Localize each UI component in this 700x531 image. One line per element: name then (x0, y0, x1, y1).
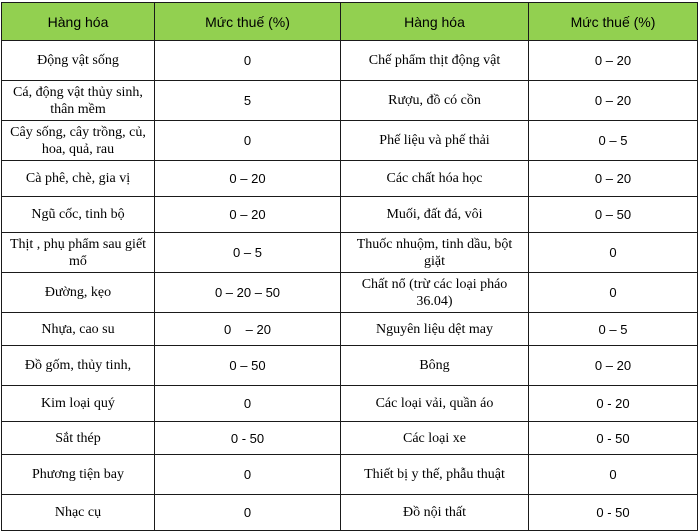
rate-cell: 0 – 20 (155, 313, 341, 346)
rate-cell: 5 (155, 81, 341, 121)
goods-cell: Đồ gốm, thủy tinh, (2, 346, 155, 386)
rate-cell: 0 – 50 (529, 197, 698, 233)
goods-cell: Nhạc cụ (2, 495, 155, 531)
rate-cell: 0 – 50 (155, 346, 341, 386)
rate-cell: 0 - 20 (529, 386, 698, 422)
goods-cell: Đồ nội thất (341, 495, 529, 531)
goods-cell: Bông (341, 346, 529, 386)
table-row (2, 233, 698, 273)
goods-cell: Cá, động vật thủy sinh, thân mềm (2, 81, 155, 121)
goods-cell: Kim loại quý (2, 386, 155, 422)
table-row (2, 121, 698, 161)
table-row (2, 455, 698, 495)
rate-cell: 0 (155, 495, 341, 531)
rate-cell: 0 – 20 (155, 197, 341, 233)
rate-cell: 0 – 20 (155, 161, 341, 197)
goods-cell: Chế phẩm thịt động vật (341, 41, 529, 81)
rate-cell: 0 – 20 (529, 41, 698, 81)
rate-cell: 0 - 50 (529, 495, 698, 531)
goods-cell: Cây sống, cây trồng, củ, hoa, quả, rau (2, 121, 155, 161)
table-row (2, 161, 698, 197)
goods-cell: Rượu, đồ có cồn (341, 81, 529, 121)
goods-cell: Phế liệu và phế thải (341, 121, 529, 161)
goods-cell: Nguyên liệu dệt may (341, 313, 529, 346)
table-row (2, 197, 698, 233)
goods-cell: Thuốc nhuộm, tinh dầu, bột giặt (341, 233, 529, 273)
rate-cell: 0 – 5 (529, 121, 698, 161)
rate-cell: 0 – 20 (529, 346, 698, 386)
goods-cell: Các loại vải, quần áo (341, 386, 529, 422)
rate-cell: 0 (529, 455, 698, 495)
goods-cell: Chất nổ (trừ các loại pháo 36.04) (341, 273, 529, 313)
rate-cell: 0 (155, 455, 341, 495)
header-goods-1: Hàng hóa (2, 3, 155, 41)
table-row (2, 386, 698, 422)
rate-cell: 0 – 20 – 50 (155, 273, 341, 313)
tariff-table (1, 2, 698, 531)
goods-cell: Ngũ cốc, tinh bộ (2, 197, 155, 233)
table-row (2, 495, 698, 531)
rate-cell: 0 – 20 (529, 81, 698, 121)
rate-cell: 0 – 20 (529, 161, 698, 197)
table-row (2, 346, 698, 386)
rate-cell: 0 – 5 (155, 233, 341, 273)
rate-cell: 0 – 5 (529, 313, 698, 346)
table-row (2, 422, 698, 455)
header-rate-2: Mức thuế (%) (529, 3, 698, 41)
rate-cell: 0 (529, 273, 698, 313)
goods-cell: Nhựa, cao su (2, 313, 155, 346)
rate-cell: 0 (529, 233, 698, 273)
table-row (2, 41, 698, 81)
goods-cell: Cà phê, chè, gia vị (2, 161, 155, 197)
header-rate-1: Mức thuế (%) (155, 3, 341, 41)
goods-cell: Động vật sống (2, 41, 155, 81)
goods-cell: Các chất hóa học (341, 161, 529, 197)
rate-cell: 0 - 50 (155, 422, 341, 455)
rate-cell: 0 (155, 41, 341, 81)
rate-cell: 0 (155, 121, 341, 161)
table-row (2, 273, 698, 313)
table-row (2, 81, 698, 121)
goods-cell: Muối, đất đá, vôi (341, 197, 529, 233)
goods-cell: Thịt , phụ phẩm sau giết mổ (2, 233, 155, 273)
goods-cell: Phương tiện bay (2, 455, 155, 495)
goods-cell: Đường, kẹo (2, 273, 155, 313)
goods-cell: Thiết bị y thế, phẫu thuật (341, 455, 529, 495)
goods-cell: Sắt thép (2, 422, 155, 455)
rate-cell: 0 (155, 386, 341, 422)
header-goods-2: Hàng hóa (341, 3, 529, 41)
table-header-row (2, 3, 698, 41)
goods-cell: Các loại xe (341, 422, 529, 455)
table-row (2, 313, 698, 346)
rate-cell: 0 - 50 (529, 422, 698, 455)
